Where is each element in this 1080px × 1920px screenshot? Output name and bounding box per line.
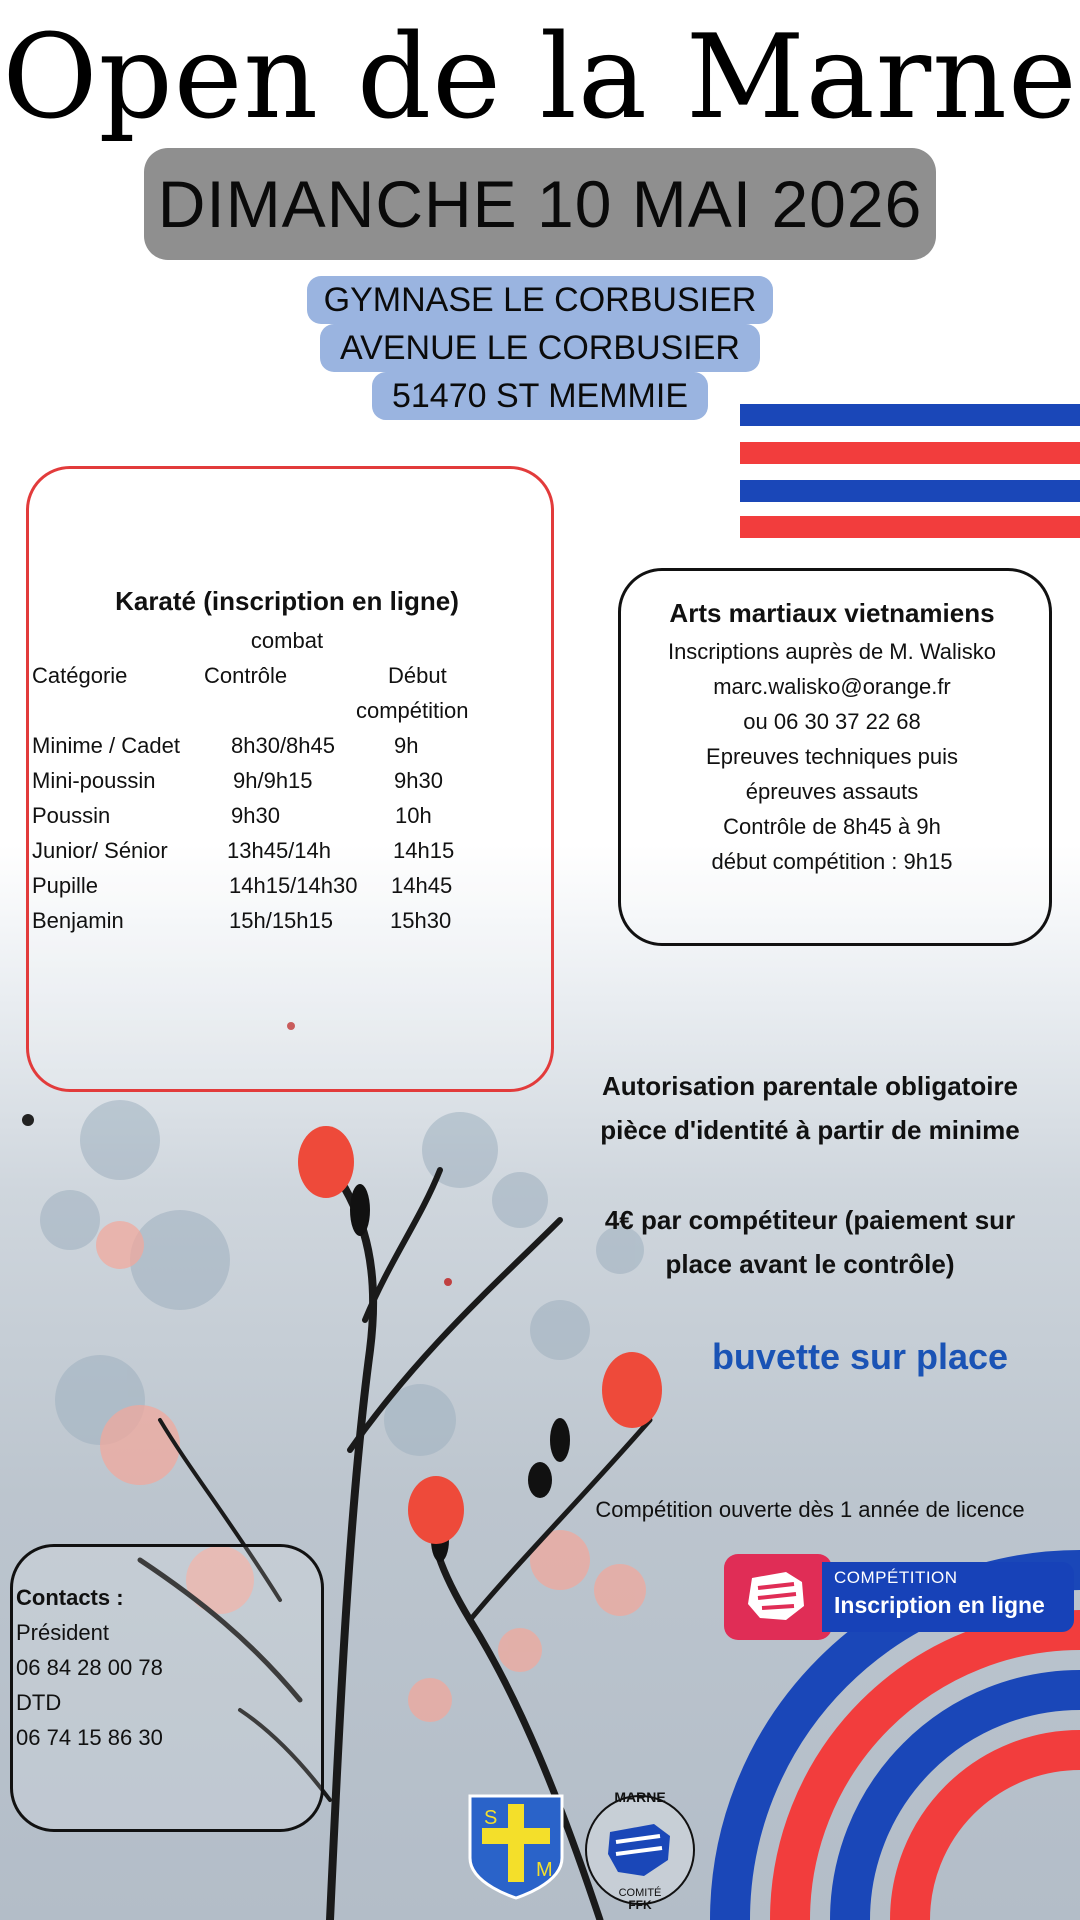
vietnam-line: Epreuves techniques puis: [706, 744, 958, 769]
header-category: Catégorie: [32, 663, 128, 688]
badge-small-text: COMPÉTITION: [834, 1568, 958, 1587]
contact-role: DTD: [16, 1690, 62, 1715]
header-control: Contrôle: [204, 663, 288, 688]
header-start: Début: [388, 663, 447, 688]
address-line-1: GYMNASE LE CORBUSIER: [307, 276, 773, 324]
row-control: 13h45/14h: [227, 838, 331, 863]
vietnam-phone: ou 06 30 37 22 68: [743, 709, 921, 734]
vietnam-title: Arts martiaux vietnamiens: [669, 598, 995, 628]
row-start: 9h30: [394, 768, 443, 793]
event-date: DIMANCHE 10 MAI 2026: [144, 148, 936, 260]
shield-letter-s: S: [484, 1807, 498, 1829]
parental-authorization: Autorisation parentale obligatoire: [601, 1071, 1019, 1101]
row-control: 8h30/8h45: [231, 733, 335, 758]
karate-title: Karaté (inscription en ligne): [115, 586, 459, 616]
row-control: 9h/9h15: [233, 768, 313, 793]
karate-subtitle: combat: [250, 628, 324, 653]
license-notice: Compétition ouverte dès 1 année de licence: [595, 1497, 1025, 1522]
contacts-title: Contacts :: [16, 1585, 124, 1610]
row-category: Pupille: [32, 873, 99, 898]
row-category: Minime / Cadet: [32, 733, 180, 758]
event-title: Open de la Marne: [2, 10, 1078, 145]
row-start: 15h30: [390, 908, 452, 933]
saint-memmie-shield-logo: [466, 1792, 566, 1902]
row-category: Junior/ Sénior: [32, 838, 168, 863]
fist-icon: [724, 1554, 832, 1640]
flag-stripe-red-1: [740, 442, 1080, 464]
row-control: 9h30: [231, 803, 280, 828]
ffk-top-text: MARNE: [614, 1789, 666, 1805]
vietnam-email[interactable]: marc.walisko@orange.fr: [713, 674, 951, 699]
address-line-3: 51470 ST MEMMIE: [372, 372, 708, 420]
row-start: 9h: [394, 733, 419, 758]
flag-stripe-red-2: [740, 516, 1080, 538]
row-start: 14h45: [391, 873, 453, 898]
badge-big-text: Inscription en ligne: [834, 1592, 1045, 1618]
flag-stripe-blue-2: [740, 480, 1080, 502]
address-line-2: AVENUE LE CORBUSIER: [320, 324, 760, 372]
vietnam-line: Contrôle de 8h45 à 9h: [723, 814, 941, 839]
badge-fist-panel: [724, 1554, 832, 1640]
row-category: Benjamin: [32, 908, 124, 933]
row-category: Mini-poussin: [32, 768, 156, 793]
shield-letter-m: M: [536, 1859, 553, 1881]
buvette-notice: buvette sur place: [711, 1336, 1009, 1377]
fee-line-1: 4€ par compétiteur (paiement sur: [604, 1205, 1016, 1235]
ffk-text: FFK: [628, 1898, 652, 1912]
row-start: 10h: [395, 803, 432, 828]
header-start-2: compétition: [356, 698, 469, 723]
contact-phone: 06 84 28 00 78: [16, 1655, 163, 1680]
online-registration-badge[interactable]: [724, 1554, 1074, 1640]
row-category: Poussin: [32, 803, 111, 828]
contact-role: Président: [16, 1620, 109, 1645]
vietnam-line: épreuves assauts: [745, 779, 919, 804]
identity-requirement: pièce d'identité à partir de minime: [600, 1115, 1020, 1145]
ffk-comite-text: COMITÉ: [618, 1887, 662, 1899]
comite-ffk-logo: [580, 1784, 700, 1914]
row-start: 14h15: [393, 838, 455, 863]
vietnam-line: Inscriptions auprès de M. Walisko: [667, 639, 997, 664]
vietnam-line: début compétition : 9h15: [711, 849, 953, 874]
row-control: 15h/15h15: [229, 908, 333, 933]
contact-phone: 06 74 15 86 30: [16, 1725, 163, 1750]
flag-stripe-blue-1: [740, 404, 1080, 426]
badge-text-panel: [822, 1562, 1074, 1632]
fee-line-2: place avant le contrôle): [665, 1249, 955, 1279]
row-control: 14h15/14h30: [229, 873, 358, 898]
